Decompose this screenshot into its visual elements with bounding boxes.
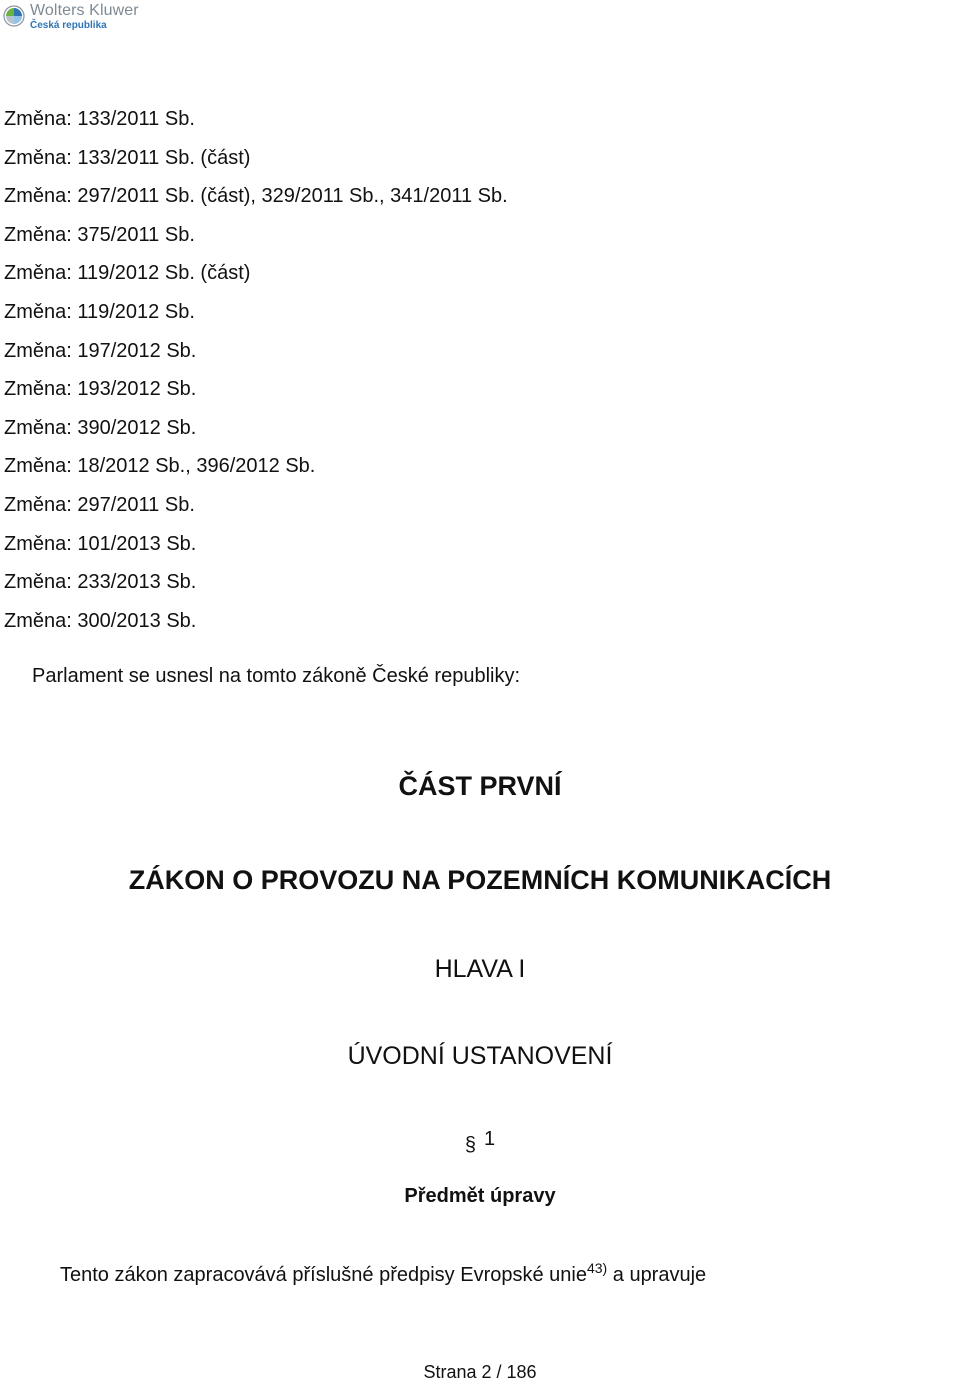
brand-subtitle: Česká republika bbox=[30, 20, 107, 31]
amendment-item: Změna: 197/2012 Sb. bbox=[4, 339, 197, 362]
enactment-clause: Parlament se usnesl na tomto zákoně České republiky: bbox=[32, 665, 521, 687]
amendment-item: Změna: 193/2012 Sb. bbox=[4, 378, 197, 401]
section-symbol: § bbox=[464, 1134, 476, 1156]
amendment-item: Změna: 300/2013 Sb. bbox=[4, 609, 197, 632]
amendment-item: Změna: 119/2012 Sb. (část) bbox=[4, 262, 251, 285]
chapter-heading: HLAVA I bbox=[434, 955, 526, 983]
amendment-item: Změna: 297/2011 Sb. bbox=[4, 493, 195, 516]
section-number bbox=[0, 1128, 960, 1156]
brand-name: Wolters Kluwer bbox=[30, 2, 139, 19]
section-title: Předmět úpravy bbox=[404, 1185, 556, 1207]
publisher-logo bbox=[3, 3, 139, 35]
body-text-start: Tento zákon zapracovává příslušné předpisy Evropské unie bbox=[60, 1264, 587, 1286]
amendment-item: Změna: 18/2012 Sb., 396/2012 Sb. bbox=[4, 455, 316, 478]
globe-icon bbox=[3, 5, 25, 27]
amendment-item: Změna: 375/2011 Sb. bbox=[4, 223, 195, 246]
body-text-end: a upravuje bbox=[607, 1264, 707, 1286]
amendment-item: Změna: 133/2011 Sb. bbox=[4, 108, 195, 130]
amendment-item: Změna: 390/2012 Sb. bbox=[4, 416, 197, 439]
amendment-item: Změna: 101/2013 Sb. bbox=[4, 532, 197, 555]
amendment-item: Změna: 297/2011 Sb. (část), 329/2011 Sb., 341/2011 Sb. bbox=[4, 185, 508, 208]
page-number: Strana 2 / 186 bbox=[423, 1362, 537, 1382]
section-body bbox=[60, 1260, 706, 1290]
part-heading: ČÁST PRVNÍ bbox=[398, 771, 562, 801]
amendment-item: Změna: 119/2012 Sb. bbox=[4, 300, 195, 323]
amendment-item: Změna: 233/2013 Sb. bbox=[4, 571, 197, 594]
amendment-item: Změna: 133/2011 Sb. (část) bbox=[4, 146, 251, 169]
law-title: ZÁKON O PROVOZU NA POZEMNÍCH KOMUNIKACÍCH bbox=[128, 865, 832, 895]
section-number-value: 1 bbox=[484, 1128, 496, 1150]
footnote-reference: 43) bbox=[586, 1260, 608, 1276]
amendments-list bbox=[4, 100, 508, 640]
chapter-title: ÚVODNÍ USTANOVENÍ bbox=[347, 1042, 613, 1070]
